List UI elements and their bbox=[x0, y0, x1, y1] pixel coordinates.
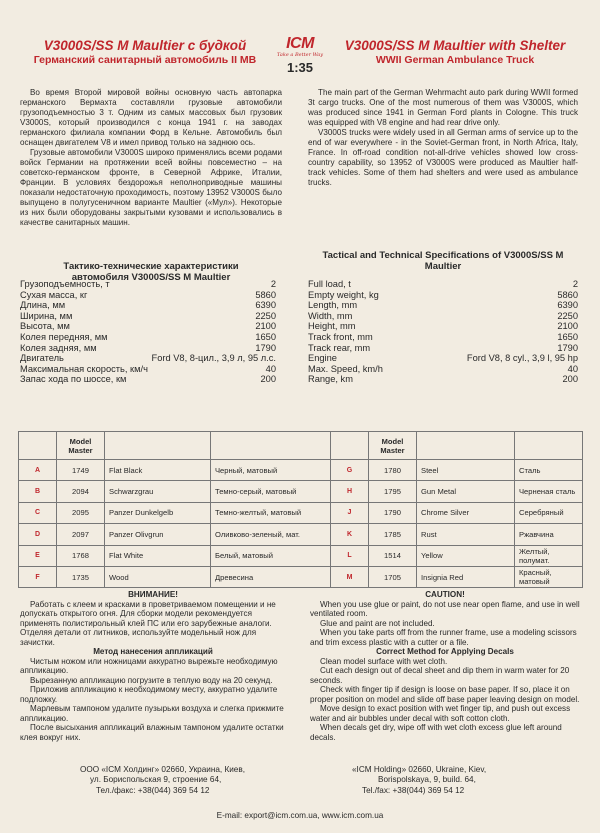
spec-label: Full load, t bbox=[308, 279, 351, 289]
spec-label: Длина, мм bbox=[20, 300, 66, 311]
paint-row bbox=[19, 460, 583, 481]
spec-row bbox=[20, 290, 276, 301]
model-master-header bbox=[57, 432, 105, 460]
paint-letter: A bbox=[19, 460, 57, 481]
caution-intro-en: When you take parts off from the runner frame, use a modeling scissors and trim excess plastic with a cutter or a file. bbox=[310, 628, 577, 647]
title-ru: V3000S/SS M Maultier с будкой bbox=[43, 38, 247, 53]
paint-code: 1790 bbox=[369, 502, 417, 523]
paint-code: 2095 bbox=[57, 502, 105, 523]
intro-ru bbox=[20, 88, 282, 228]
paint-code: 1705 bbox=[369, 566, 417, 587]
contact-line: Тел./факс: +38(044) 369 54 12 bbox=[96, 785, 210, 795]
spec-row bbox=[20, 321, 276, 332]
spec-label: Двигатель bbox=[20, 353, 64, 364]
decal-method-title-en: Correct Method for Applying Decals bbox=[376, 647, 514, 656]
paint-name-en: Flat Black bbox=[105, 460, 211, 481]
title-block-en bbox=[330, 38, 580, 67]
spec-label: Height, mm bbox=[308, 321, 356, 332]
decal-step-en: Move design to exact position with wet finger tip, and push out excess water and air bubbles under decal with soft cotton cloth. bbox=[310, 704, 571, 723]
intro-en-paragraph: V3000S trucks were widely used in all German arms of service up to the end of war everywhere - in the Soviet-German front, in North Africa, Italy, France. In off-road condition not-all-drive vehicles showed low cross-country capability, so 13952 of V3000S were produced as Maultier half-track vehicles. Some of them had shelters and were used as ambulance trucks. bbox=[308, 128, 578, 187]
paint-letter: H bbox=[331, 481, 369, 502]
table-cell bbox=[19, 432, 57, 460]
spec-value: 2100 bbox=[255, 321, 276, 332]
paint-row bbox=[19, 481, 583, 502]
paint-letter: E bbox=[19, 545, 57, 566]
logo-text: ICM bbox=[286, 35, 314, 52]
spec-label: Высота, мм bbox=[20, 321, 70, 332]
title-block-ru bbox=[20, 38, 270, 67]
specs-title-en bbox=[308, 250, 578, 272]
spec-value: 1790 bbox=[255, 342, 276, 353]
paint-name-ru: Темно-серый, матовый bbox=[211, 481, 331, 502]
spec-row bbox=[308, 364, 578, 375]
paint-letter: G bbox=[331, 460, 369, 481]
paint-letter: C bbox=[19, 502, 57, 523]
header-line: Master bbox=[380, 445, 405, 455]
spec-value: 5860 bbox=[255, 289, 276, 300]
paint-name-ru: Желтый, полумат. bbox=[515, 545, 583, 566]
spec-label: Width, mm bbox=[308, 310, 353, 321]
paint-name-ru: Черненая сталь bbox=[515, 481, 583, 502]
spec-value: 6390 bbox=[255, 300, 276, 311]
spec-label: Грузоподъемность, т bbox=[20, 279, 110, 289]
intro-ru-paragraph: Во время Второй мировой войны основную часть автопарка германского Вермахта составляли грузовые автомобили грузоподъемностью 3 т. Одним из самых массовых был грузовик V3000S, который производился с конца 1941 г. на заводах германского филиала компании Форд в Кельне. Автомобиль был оснащен двигателем V8 и имел привод только на заднюю ось. bbox=[20, 88, 282, 147]
spec-value: 200 bbox=[562, 374, 578, 385]
header-line: Model bbox=[69, 436, 92, 446]
decal-step-ru: Марлевым тампоном удалите пузырьки воздуха и слегка прижмите аппликацию. bbox=[20, 704, 284, 723]
caution-en bbox=[310, 590, 580, 742]
paint-code: 1735 bbox=[57, 566, 105, 587]
caution-intro-en: When you use glue or paint, do not use near open flame, and use in well ventilated room. bbox=[310, 599, 580, 618]
paint-name-en: Gun Metal bbox=[417, 481, 515, 502]
spec-label: Сухая масса, кг bbox=[20, 289, 88, 300]
paint-name-ru: Ржавчина bbox=[515, 524, 583, 545]
spec-value: 5860 bbox=[557, 289, 578, 300]
spec-label: Length, mm bbox=[308, 300, 358, 311]
paint-name-ru: Сталь bbox=[515, 460, 583, 481]
spec-row bbox=[308, 374, 578, 385]
paint-letter: D bbox=[19, 524, 57, 545]
paint-name-ru: Серебряный bbox=[515, 502, 583, 523]
decal-step-ru: Приложив аппликацию к необходимому месту, аккуратно удалите подложку. bbox=[20, 685, 278, 704]
subtitle-ru: Германский санитарный автомобиль II МВ bbox=[33, 54, 257, 66]
intro-en bbox=[308, 88, 578, 188]
header-line: Master bbox=[68, 445, 93, 455]
paint-row bbox=[19, 566, 583, 587]
table-cell bbox=[331, 432, 369, 460]
decal-method-title-ru: Метод нанесения аппликаций bbox=[93, 647, 213, 656]
contact-line: ООО «ICM Холдинг» 02660, Украина, Киев, bbox=[80, 765, 245, 774]
specs-table-ru bbox=[20, 279, 276, 385]
decal-step-en: Check with finger tip if design is loose on base paper. If so, place it on proper position on model and slide off base paper leaving design on model. bbox=[310, 685, 580, 704]
spec-value: 6390 bbox=[557, 300, 578, 311]
paint-letter: J bbox=[331, 502, 369, 523]
spec-row bbox=[20, 343, 276, 354]
spec-label: Запас хода по шоссе, км bbox=[20, 374, 127, 385]
spec-label: Колея задняя, мм bbox=[20, 342, 97, 353]
contacts-ru bbox=[80, 765, 300, 796]
spec-value: 40 bbox=[265, 363, 276, 374]
spec-label: Max. Speed, km/h bbox=[308, 363, 383, 374]
paint-name-en: Rust bbox=[417, 524, 515, 545]
spec-label: Ширина, мм bbox=[20, 310, 73, 321]
contact-line: ул. Бориспольская 9, строение 64, bbox=[90, 775, 222, 785]
spec-value: 1790 bbox=[557, 342, 578, 353]
paint-letter: L bbox=[331, 545, 369, 566]
caution-ru bbox=[20, 590, 286, 742]
contact-line: Tel./fax: +38(044) 369 54 12 bbox=[362, 785, 465, 795]
paint-name-en: Yellow bbox=[417, 545, 515, 566]
paint-name-en: Steel bbox=[417, 460, 515, 481]
scale-label: 1:35 bbox=[286, 60, 314, 75]
paint-name-en: Panzer Olivgrun bbox=[105, 524, 211, 545]
intro-en-paragraph: The main part of the German Wehrmacht auto park during WWII formed 3t cargo trucks. One of the most numerous of them was V3000S, which was produced since 1941 in German Ford plants in Cologne. This truck was equipped with V8 engine and had rear drive only. bbox=[308, 88, 578, 127]
table-cell bbox=[211, 432, 331, 460]
paint-code: 1795 bbox=[369, 481, 417, 502]
paint-row bbox=[19, 545, 583, 566]
decal-step-ru: Чистым ножом или ножницами аккуратно вырежьте необходимую аппликацию. bbox=[20, 656, 278, 675]
logo-slogan: Take a Better Way bbox=[276, 52, 324, 58]
paint-name-en: Wood bbox=[105, 566, 211, 587]
spec-row bbox=[308, 343, 578, 354]
paint-name-en: Schwarzgrau bbox=[105, 481, 211, 502]
specs-title-en-line: Tactical and Technical Specifications of V3000S/SS M bbox=[322, 250, 564, 261]
specs-title-en-line: Maultier bbox=[424, 261, 462, 272]
specs-table-en bbox=[308, 279, 578, 385]
spec-value: 1650 bbox=[255, 331, 276, 342]
spec-row bbox=[20, 332, 276, 343]
paint-name-ru: Оливково-зеленый, мат. bbox=[211, 524, 331, 545]
paint-code: 1780 bbox=[369, 460, 417, 481]
paint-name-en: Insignia Red bbox=[417, 566, 515, 587]
model-master-header bbox=[369, 432, 417, 460]
spec-row bbox=[20, 374, 276, 385]
spec-row bbox=[308, 279, 578, 290]
subtitle-en: WWII German Ambulance Truck bbox=[375, 54, 535, 66]
paint-code: 1768 bbox=[57, 545, 105, 566]
decal-step-en: When decals get dry, wipe off with wet cloth excess glue left around decals. bbox=[310, 723, 562, 742]
spec-label: Track front, mm bbox=[308, 331, 373, 342]
spec-value: 2250 bbox=[557, 310, 578, 321]
paint-name-en: Panzer Dunkelgelb bbox=[105, 502, 211, 523]
contact-line: Borispolskaya, 9, build. 64, bbox=[378, 775, 476, 785]
contact-line: «ICM Holding» 02660, Ukraine, Kiev, bbox=[352, 765, 487, 774]
spec-value: 1650 bbox=[557, 331, 578, 342]
caution-intro-en: Glue and paint are not included. bbox=[320, 618, 435, 628]
spec-row bbox=[308, 290, 578, 301]
caution-intro-ru: Работать с клеем и красками в проветриваемом помещении и не допускать открытого огня. Для сборки модели рекомендуется применять полистирольный клей ПС или его зарубежные аналоги. Отделяя детали от литников, используйте модельный нож для зачистки. bbox=[20, 599, 276, 647]
header-line: Model bbox=[381, 436, 404, 446]
paint-name-ru: Красный, матовый bbox=[515, 566, 583, 587]
spec-label: Колея передняя, мм bbox=[20, 331, 108, 342]
email-website-line[interactable]: E-mail: export@icm.com.ua, www.icm.com.ua bbox=[216, 811, 384, 820]
spec-label: Максимальная скорость, км/ч bbox=[20, 363, 148, 374]
paint-code: 1749 bbox=[57, 460, 105, 481]
paint-row bbox=[19, 502, 583, 523]
contacts-en bbox=[352, 765, 552, 796]
title-en: V3000S/SS M Maultier with Shelter bbox=[344, 38, 566, 53]
table-cell bbox=[515, 432, 583, 460]
paint-letter: M bbox=[331, 566, 369, 587]
spec-row bbox=[308, 321, 578, 332]
spec-row bbox=[20, 279, 276, 290]
spec-row bbox=[20, 364, 276, 375]
decal-step-ru: Вырезанную аппликацию погрузите в теплую воду на 20 секунд. bbox=[30, 675, 273, 685]
decal-step-en: Clean model surface with wet cloth. bbox=[320, 656, 448, 666]
paint-row bbox=[19, 524, 583, 545]
paint-code: 1514 bbox=[369, 545, 417, 566]
spec-value: Ford V8, 8-цил., 3,9 л, 95 л.с. bbox=[151, 353, 276, 364]
spec-value: 2 bbox=[572, 279, 578, 289]
table-cell bbox=[105, 432, 211, 460]
paint-letter: F bbox=[19, 566, 57, 587]
spec-row bbox=[308, 353, 578, 364]
paint-name-en: Flat White bbox=[105, 545, 211, 566]
paint-name-ru: Древесина bbox=[211, 566, 331, 587]
spec-value: 200 bbox=[260, 374, 276, 385]
decal-step-en: Cut each design out of decal sheet and dip them in warm water for 20 seconds. bbox=[310, 666, 570, 685]
caution-title-ru: ВНИМАНИЕ! bbox=[128, 590, 178, 599]
paint-letter: B bbox=[19, 481, 57, 502]
spec-row bbox=[308, 311, 578, 322]
paint-name-ru: Белый, матовый bbox=[211, 545, 331, 566]
spec-row bbox=[20, 311, 276, 322]
spec-label: Engine bbox=[308, 353, 337, 364]
spec-label: Track rear, mm bbox=[308, 342, 371, 353]
spec-label: Empty weight, kg bbox=[308, 289, 379, 300]
decal-step-ru: После высыхания аппликаций влажным тампоном удалите остатки клея вокруг них. bbox=[20, 723, 284, 742]
spec-row bbox=[20, 353, 276, 364]
paint-name-ru: Темно-желтый, матовый bbox=[211, 502, 331, 523]
paint-table bbox=[18, 431, 583, 588]
spec-value: 2100 bbox=[557, 321, 578, 332]
paint-code: 2094 bbox=[57, 481, 105, 502]
spec-value: 2 bbox=[270, 279, 276, 289]
paint-name-en: Chrome Silver bbox=[417, 502, 515, 523]
specs-title-ru-line: Тактико-технические характеристики bbox=[63, 261, 239, 272]
paint-name-ru: Черный, матовый bbox=[211, 460, 331, 481]
intro-ru-paragraph: Грузовые автомобили V3000S широко применялись всеми родами войск Германии на протяжении всей войны повсеместно – на советско-германском фронте, в Северной Африке, Италии, Франции. В условиях бездорожья неполноприводные машины показали недостаточную проходимость, поэтому 13952 V3000S было выпущено в полугусеничном варианте Maultier («Мул»). Некоторые из них были оборудованы закрытыми кузовами и использовались в качестве санитарных машин. bbox=[20, 148, 282, 227]
spec-row bbox=[20, 300, 276, 311]
paint-letter: K bbox=[331, 524, 369, 545]
caution-title-en: CAUTION! bbox=[425, 590, 465, 599]
paint-table-header bbox=[19, 432, 583, 460]
table-cell bbox=[417, 432, 515, 460]
spec-value: 40 bbox=[567, 363, 578, 374]
spec-row bbox=[308, 300, 578, 311]
spec-label: Range, km bbox=[308, 374, 353, 385]
paint-code: 2097 bbox=[57, 524, 105, 545]
spec-value: Ford V8, 8 cyl., 3,9 l, 95 hp bbox=[466, 353, 578, 364]
specs-title-ru-line: автомобиля V3000S/SS M Maultier bbox=[71, 272, 231, 283]
paint-code: 1785 bbox=[369, 524, 417, 545]
icm-logo bbox=[272, 36, 328, 76]
spec-value: 2250 bbox=[255, 310, 276, 321]
spec-row bbox=[308, 332, 578, 343]
